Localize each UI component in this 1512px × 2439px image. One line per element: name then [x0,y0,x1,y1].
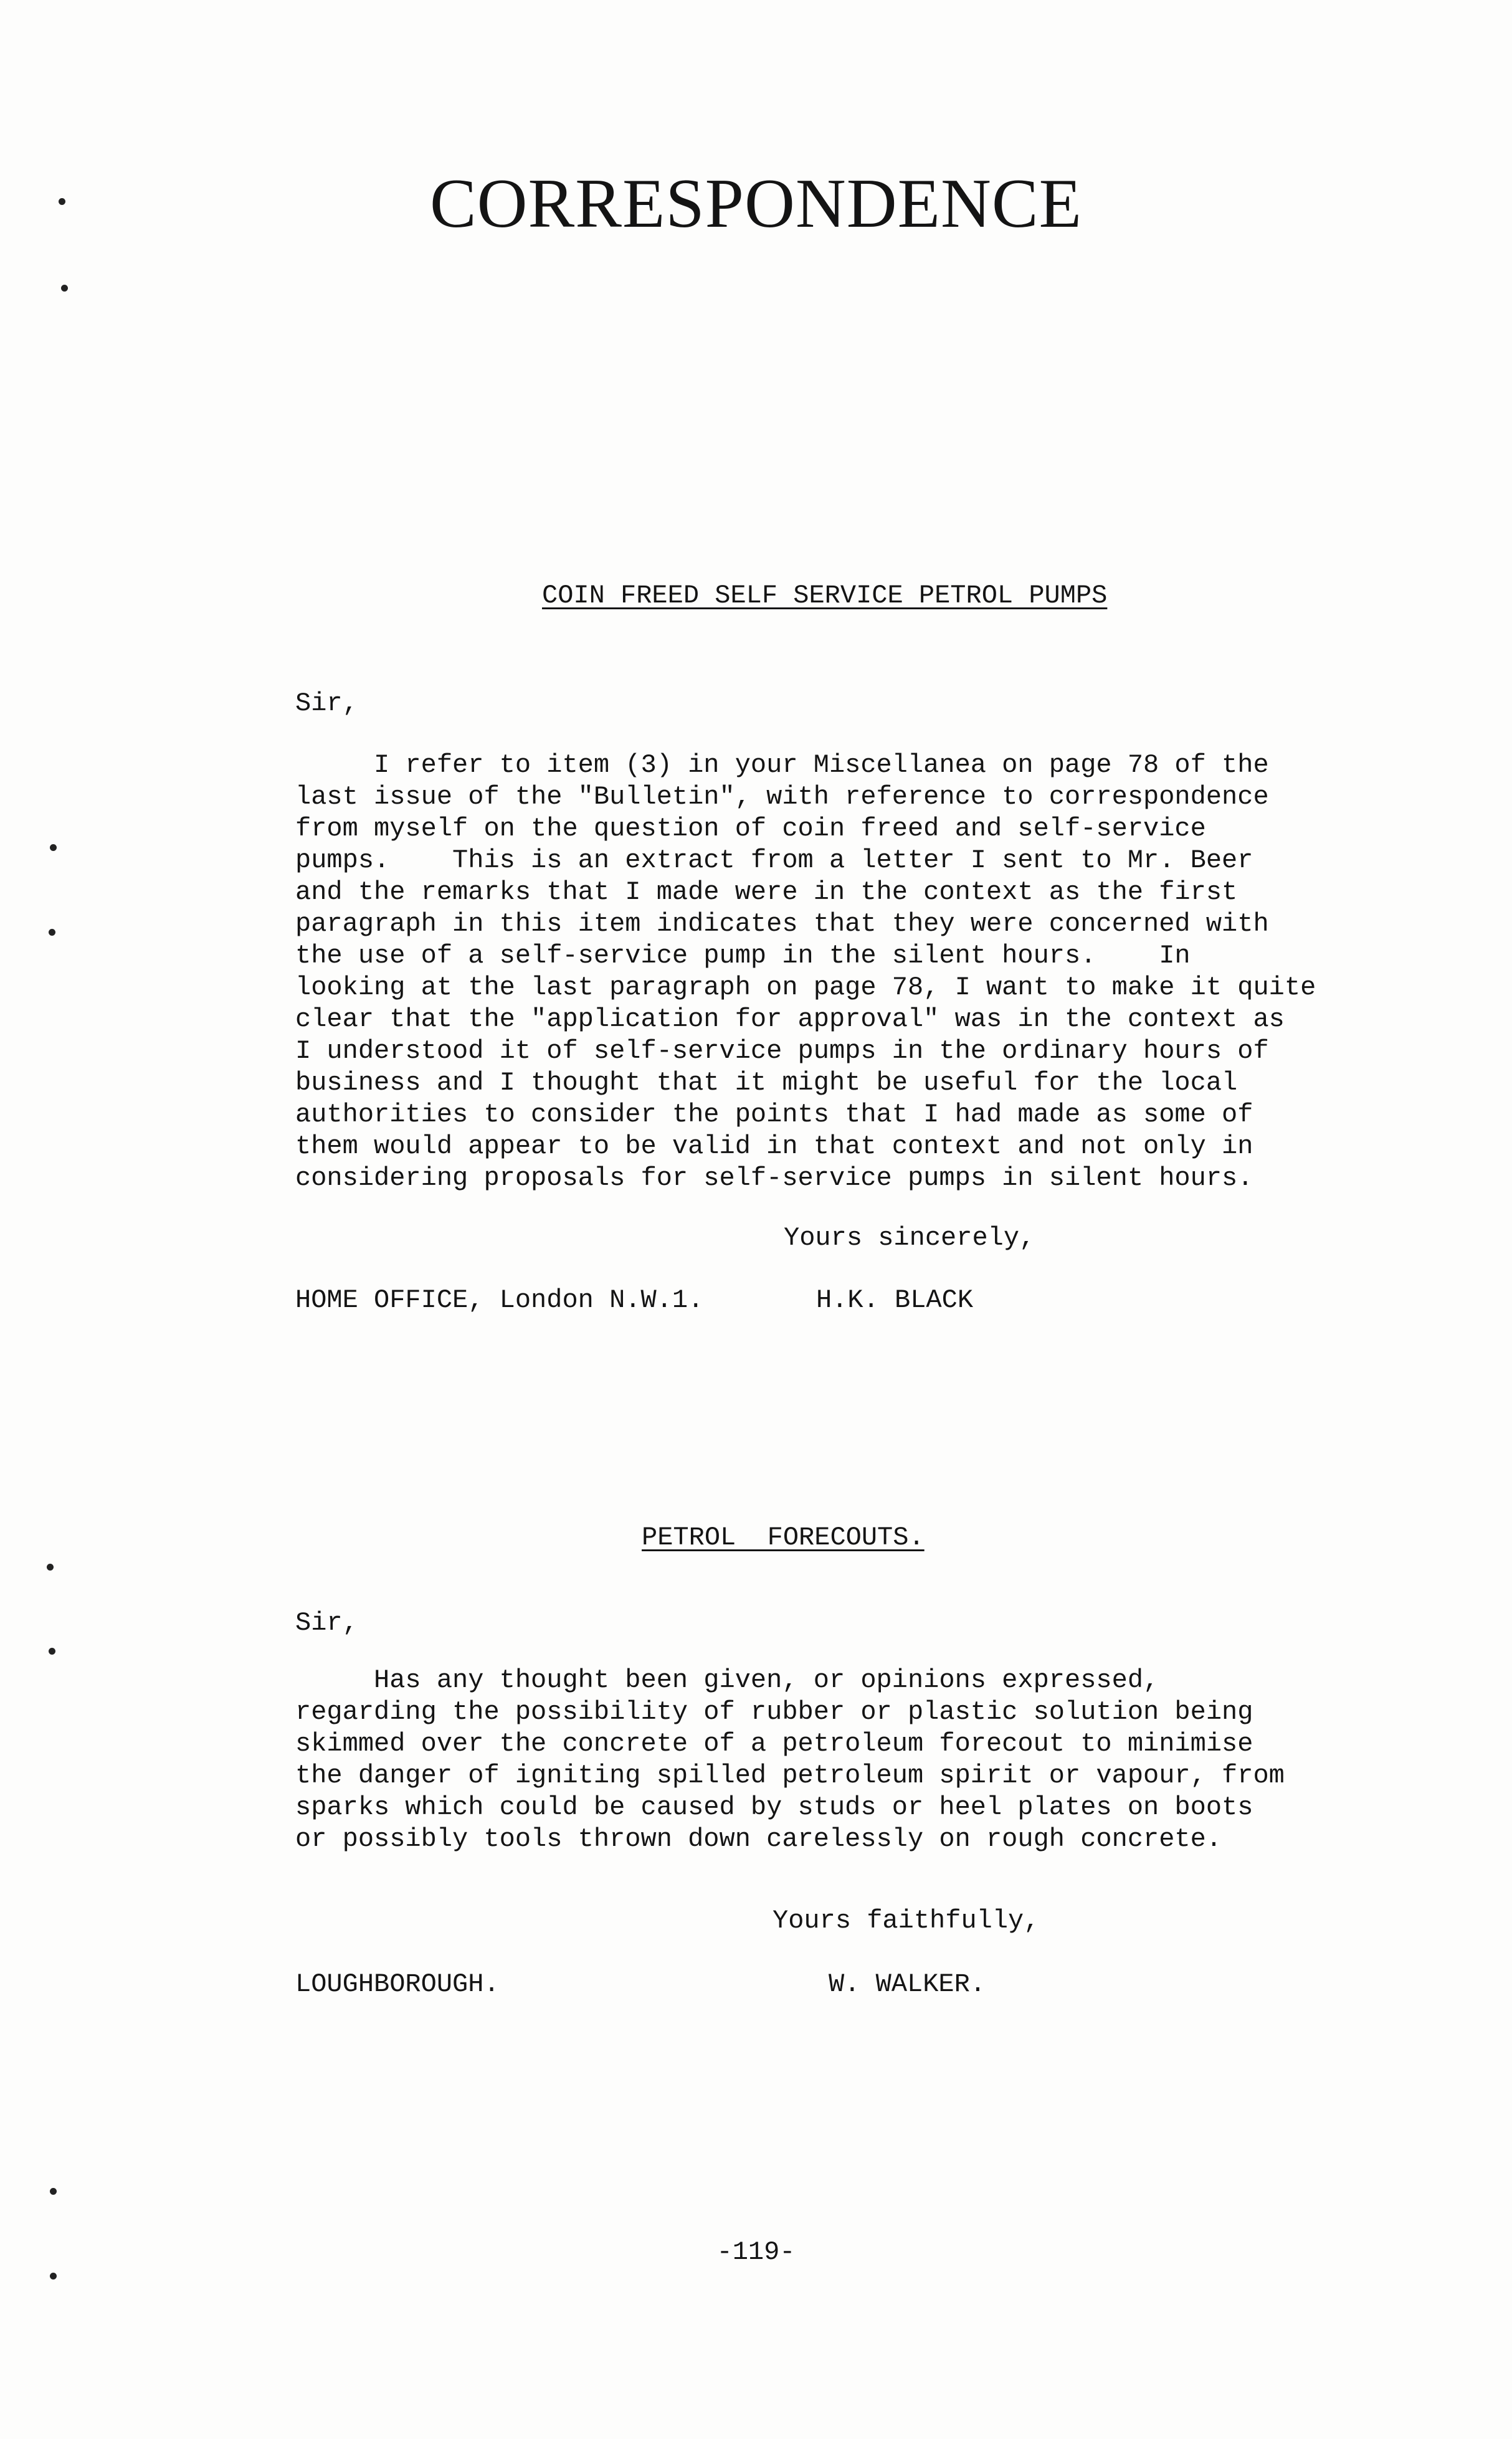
punch-hole-mark [50,844,57,851]
letter-heading: COIN FREED SELF SERVICE PETROL PUMPS [542,581,1108,611]
punch-hole-mark [49,929,55,936]
letter-signature: H.K. BLACK [816,1285,974,1315]
letter-closing: Yours sincerely, [784,1223,1035,1253]
letter-body: Has any thought been given, or opinions expressed, regarding the possibility of rubber or plastic solution being skimmed over the concrete of a petroleum forecout to minimise the danger of igniting spilled petroleum spirit or vapour, from sparks which could be caused by studs or heel plates on boots or possibly tools thrown down carelessly on rough concrete. [295,1665,1285,1854]
letter-place: HOME OFFICE, London N.W.1. [295,1285,704,1315]
page-title: CORRESPONDENCE [429,165,1083,242]
letter-body: I refer to item (3) in your Miscellanea on page 78 of the last issue of the "Bulletin", with reference to correspondence from myself on the question of coin freed and self-service pumps. This is an extract from a letter I sent to Mr. Beer and the remarks that I made were in the context as the first paragraph in this item indicates that they were concerned with the use of a self-service pump in the silent hours. In looking at the last paragraph on page 78, I want to make it quite clear that the "application for approval" was in the context as I understood it of self-service pumps in the ordinary hours of business and I thought that it might be useful for the local authorities to consider the points that I had made as some of them would appear to be valid in that context and not only in considering proposals for self-service pumps in silent hours. [295,750,1316,1193]
letter-closing: Yours faithfully, [773,1906,1040,1936]
letter-signature: W. WALKER. [829,1969,986,1999]
letter-salutation: Sir, [295,688,358,718]
letter-place: LOUGHBOROUGH. [295,1969,500,1999]
letter-heading: PETROL FORECOUTS. [642,1523,925,1552]
punch-hole-mark [61,285,68,292]
page-number: -119- [716,2237,796,2267]
letter-salutation: Sir, [295,1608,358,1638]
punch-hole-mark [50,2273,57,2280]
punch-hole-mark [47,1564,54,1571]
punch-hole-mark [49,1648,55,1655]
punch-hole-mark [50,2188,57,2195]
